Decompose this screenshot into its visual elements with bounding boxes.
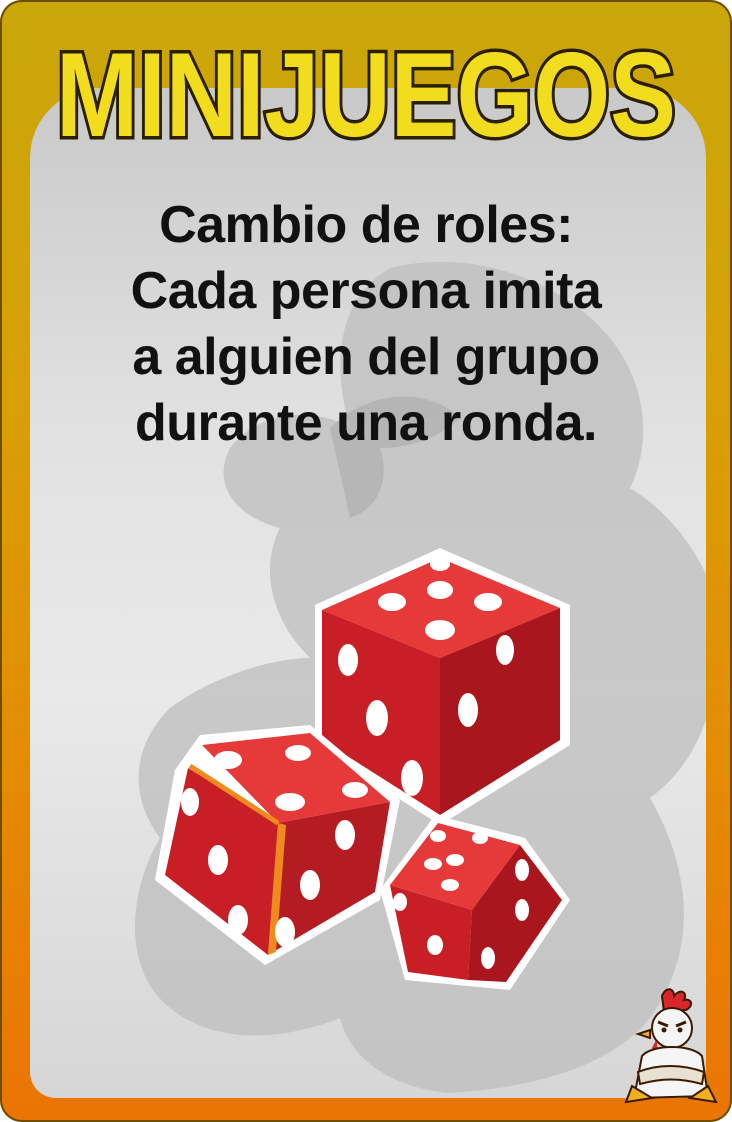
description-line: Cada persona imita [130, 262, 602, 320]
description-line: Cambio de roles: [159, 196, 573, 254]
dice-icon [150, 540, 590, 1000]
description-line: a alguien del grupo [132, 328, 600, 386]
rooster-mascot-icon [622, 986, 718, 1104]
die-small [380, 815, 570, 990]
title-text: MINIJUEGOS [56, 28, 676, 162]
description-line: durante una ronda. [135, 394, 597, 452]
card-title [0, 24, 732, 164]
card-description [60, 192, 672, 456]
